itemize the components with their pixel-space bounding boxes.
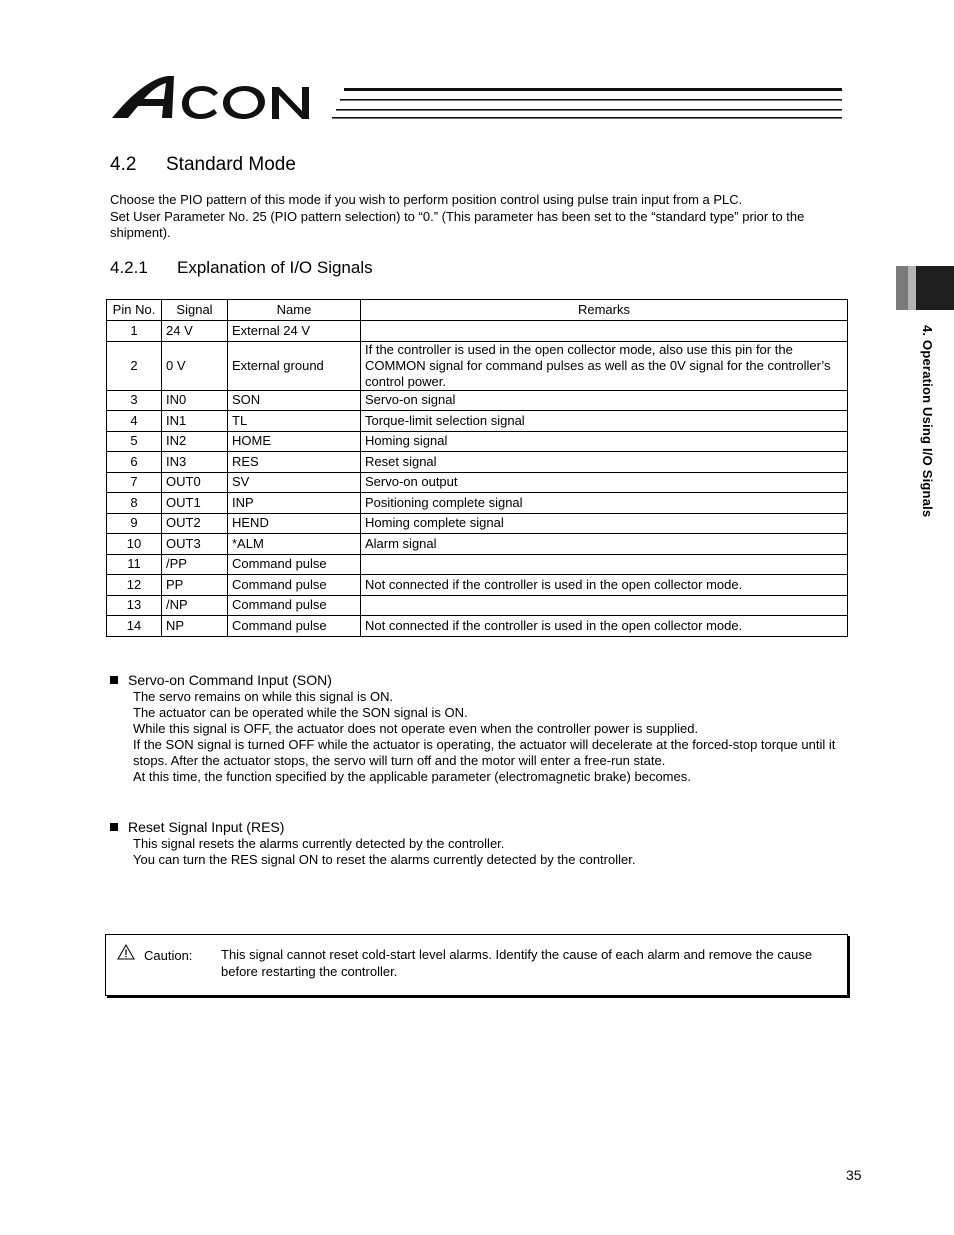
- square-bullet-icon: [110, 676, 118, 684]
- table-row: [107, 321, 848, 342]
- remarks-cell: Homing complete signal: [361, 513, 848, 534]
- signal-cell: /NP: [162, 595, 228, 616]
- son-title-text: Servo-on Command Input (SON): [128, 672, 332, 688]
- caution-label: Caution:: [144, 948, 193, 963]
- header-rule: [330, 86, 842, 122]
- name-cell: SV: [228, 472, 361, 493]
- chapter-side-label: 4. Operation Using I/O Signals: [920, 325, 935, 518]
- acon-logo: [110, 72, 345, 124]
- name-cell: HOME: [228, 431, 361, 452]
- pin-cell: 2: [107, 341, 162, 390]
- table-row: [107, 411, 848, 432]
- res-section: [110, 819, 850, 868]
- remarks-cell: Torque-limit selection signal: [361, 411, 848, 432]
- remarks-cell: Not connected if the controller is used in the open collector mode.: [361, 575, 848, 596]
- res-body: [110, 836, 850, 868]
- table-row: [107, 513, 848, 534]
- table-row: [107, 493, 848, 514]
- pin-cell: 5: [107, 431, 162, 452]
- res-title: [110, 819, 850, 836]
- signal-cell: OUT2: [162, 513, 228, 534]
- signal-cell: OUT3: [162, 534, 228, 555]
- son-line: If the SON signal is turned OFF while the actuator is operating, the actuator will decelerate at the forced-stop torque until it stops. After the actuator stops, the servo will turn off and the motor will enter a free-run state.: [133, 737, 836, 768]
- column-header: Signal: [162, 300, 228, 321]
- signal-cell: OUT1: [162, 493, 228, 514]
- pin-cell: 10: [107, 534, 162, 555]
- subsection-heading: [110, 258, 373, 278]
- name-cell: Command pulse: [228, 595, 361, 616]
- caution-box: [105, 934, 848, 996]
- name-cell: HEND: [228, 513, 361, 534]
- pin-cell: 4: [107, 411, 162, 432]
- table-row: [107, 390, 848, 411]
- name-cell: External 24 V: [228, 321, 361, 342]
- table-row: [107, 452, 848, 473]
- remarks-cell: Servo-on signal: [361, 390, 848, 411]
- remarks-cell: Not connected if the controller is used in the open collector mode.: [361, 616, 848, 637]
- signal-cell: IN2: [162, 431, 228, 452]
- remarks-cell: [361, 321, 848, 342]
- name-cell: Command pulse: [228, 575, 361, 596]
- section-heading: [110, 154, 296, 176]
- remarks-cell: Alarm signal: [361, 534, 848, 555]
- pin-cell: 1: [107, 321, 162, 342]
- page-number: 35: [846, 1167, 862, 1183]
- column-header: Name: [228, 300, 361, 321]
- remarks-cell: Servo-on output: [361, 472, 848, 493]
- name-cell: RES: [228, 452, 361, 473]
- pin-cell: 3: [107, 390, 162, 411]
- table-row: [107, 595, 848, 616]
- signal-cell: 0 V: [162, 341, 228, 390]
- pin-cell: 13: [107, 595, 162, 616]
- name-cell: SON: [228, 390, 361, 411]
- pin-cell: 9: [107, 513, 162, 534]
- square-bullet-icon: [110, 823, 118, 831]
- intro-paragraph: Choose the PIO pattern of this mode if you wish to perform position control using pulse train input from a PLC.: [110, 192, 743, 207]
- son-line: While this signal is OFF, the actuator does not operate even when the controller power is supplied.: [133, 721, 699, 736]
- table-row: [107, 554, 848, 575]
- table-row: [107, 341, 848, 390]
- son-title: [110, 672, 850, 689]
- pin-cell: 8: [107, 493, 162, 514]
- signal-cell: PP: [162, 575, 228, 596]
- remarks-cell: [361, 595, 848, 616]
- pin-cell: 12: [107, 575, 162, 596]
- name-cell: External ground: [228, 341, 361, 390]
- column-header: Remarks: [361, 300, 848, 321]
- pin-cell: 14: [107, 616, 162, 637]
- signal-cell: OUT0: [162, 472, 228, 493]
- son-line: At this time, the function specified by the applicable parameter (electromagnetic brake) becomes.: [133, 769, 691, 784]
- table-row: [107, 616, 848, 637]
- warning-triangle-icon: [117, 944, 135, 960]
- name-cell: Command pulse: [228, 616, 361, 637]
- intro-paragraph: Set User Parameter No. 25 (PIO pattern selection) to “0.” (This parameter has been set to the “standard type” prior to the shipment).: [110, 208, 805, 240]
- name-cell: *ALM: [228, 534, 361, 555]
- remarks-cell: Reset signal: [361, 452, 848, 473]
- column-header: Pin No.: [107, 300, 162, 321]
- section-intro: [110, 192, 846, 242]
- remarks-cell: If the controller is used in the open collector mode, also use this pin for the COMMON signal for command pulses as well as the 0V signal for the controller’s control power.: [361, 341, 848, 390]
- name-cell: INP: [228, 493, 361, 514]
- signal-cell: IN1: [162, 411, 228, 432]
- son-line: The servo remains on while this signal is ON.: [133, 689, 394, 704]
- res-title-text: Reset Signal Input (RES): [128, 819, 285, 835]
- pin-cell: 6: [107, 452, 162, 473]
- res-line: This signal resets the alarms currently detected by the controller.: [133, 836, 505, 851]
- name-cell: TL: [228, 411, 361, 432]
- signal-cell: IN0: [162, 390, 228, 411]
- pin-cell: 7: [107, 472, 162, 493]
- table-row: [107, 575, 848, 596]
- section-number: 4.2: [110, 154, 137, 175]
- son-line: The actuator can be operated while the SON signal is ON.: [133, 705, 468, 720]
- res-line: You can turn the RES signal ON to reset the alarms currently detected by the controller.: [133, 852, 636, 867]
- subsection-title: Explanation of I/O Signals: [177, 258, 373, 277]
- io-signal-table: [106, 299, 848, 637]
- son-section: [110, 672, 850, 785]
- name-cell: Command pulse: [228, 554, 361, 575]
- section-title: Standard Mode: [166, 154, 296, 175]
- son-body: [110, 689, 850, 785]
- remarks-cell: Homing signal: [361, 431, 848, 452]
- remarks-cell: [361, 554, 848, 575]
- signal-cell: NP: [162, 616, 228, 637]
- signal-cell: 24 V: [162, 321, 228, 342]
- chapter-thumb-tab: [896, 266, 954, 310]
- remarks-cell: Positioning complete signal: [361, 493, 848, 514]
- pin-cell: 11: [107, 554, 162, 575]
- table-header-row: [107, 300, 848, 321]
- subsection-number: 4.2.1: [110, 258, 148, 277]
- table-row: [107, 431, 848, 452]
- table-row: [107, 534, 848, 555]
- table-row: [107, 472, 848, 493]
- signal-cell: IN3: [162, 452, 228, 473]
- signal-cell: /PP: [162, 554, 228, 575]
- caution-text: This signal cannot reset cold-start level alarms. Identify the cause of each alarm and remove the cause before restarting the controller.: [221, 947, 813, 979]
